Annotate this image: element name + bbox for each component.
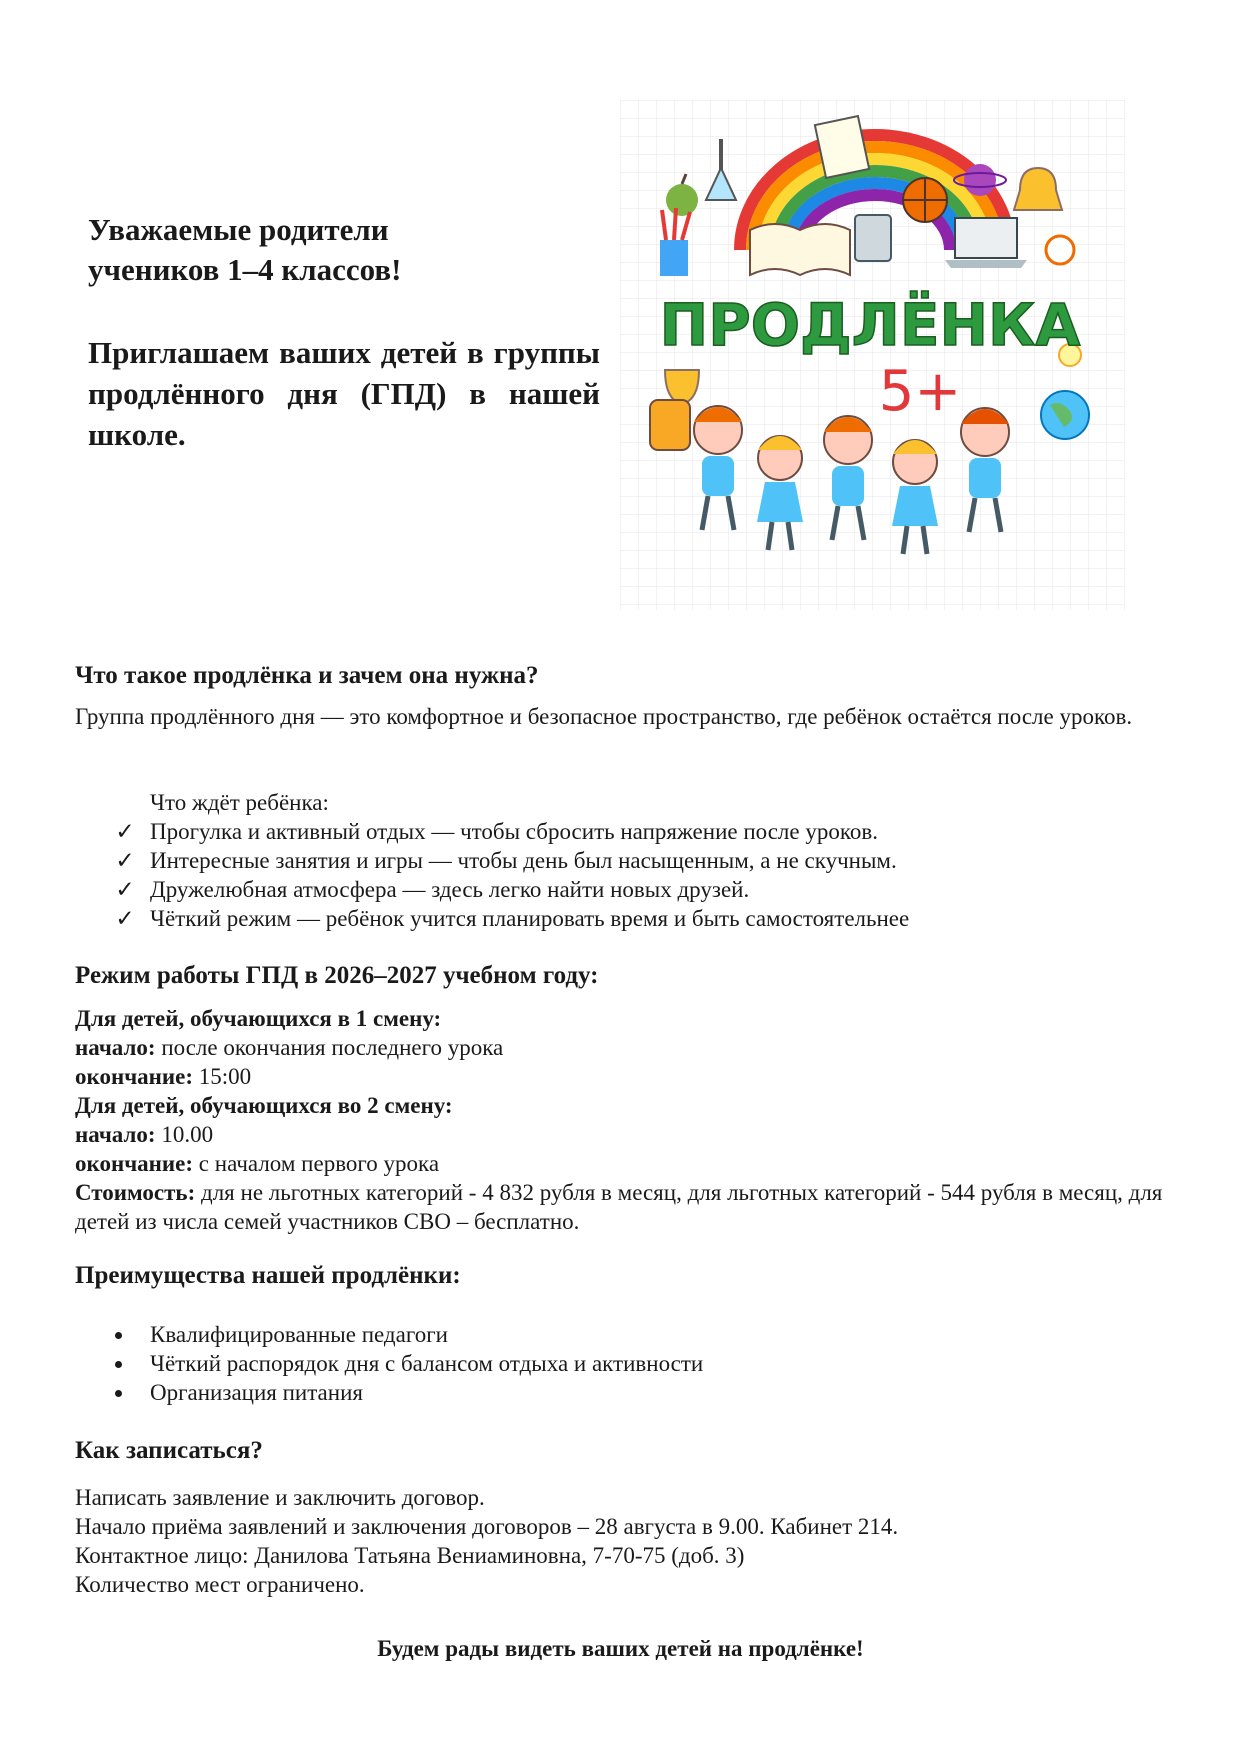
backpack-icon: [650, 400, 690, 450]
list-item: Чёткий распорядок дня с балансом отдыха и активности: [0, 1349, 1100, 1378]
enroll-line: Начало приёма заявлений и заключения договоров – 28 августа в 9.00. Кабинет 214.: [75, 1514, 899, 1539]
what-is-title: Что такое продлёнка и зачем она нужна?: [75, 662, 539, 689]
illustration-svg: [620, 100, 1125, 610]
list-item: ✓ Дружелюбная атмосфера — здесь легко найти новых друзей.: [115, 877, 750, 902]
prodlenka-illustration: [620, 100, 1125, 610]
clock-icon: [1046, 236, 1074, 264]
shift1-start-label: начало:: [75, 1035, 156, 1060]
checkmark-icon: ✓: [115, 906, 135, 931]
closing-message: Будем рады видеть ваших детей на продлёнке!: [377, 1636, 864, 1661]
laptop-icon: [945, 218, 1027, 268]
basketball-icon: [903, 178, 947, 222]
enroll-text: [75, 1483, 1165, 1599]
list-item: ✓ Интересные занятия и игры — чтобы день был насыщенным, а не скучным.: [115, 848, 897, 873]
enroll-line: Количество мест ограничено.: [75, 1572, 365, 1597]
enroll-line: Написать заявление и заключить договор.: [75, 1485, 485, 1510]
shift1-end-label: окончание:: [75, 1064, 194, 1089]
greeting-heading: [88, 210, 600, 290]
shift2-start-label: начало:: [75, 1122, 156, 1147]
checkmark-icon: ✓: [115, 848, 135, 873]
expectations-list: [0, 817, 1100, 933]
schedule-title: Режим работы ГПД в 2026–2027 учебном году:: [75, 962, 599, 989]
book-icon: [750, 224, 850, 275]
advantages-title: Преимущества нашей продлёнки:: [75, 1262, 461, 1289]
checkmark-icon: ✓: [115, 819, 135, 844]
shift1-end-value: 15:00: [198, 1064, 252, 1089]
bullet-icon: [115, 1390, 122, 1397]
checkmark-icon: ✓: [115, 877, 135, 902]
what-is-text: Группа продлённого дня — это комфортное и безопасное пространство, где ребёнок остаётся после уроков.: [75, 704, 1133, 729]
list-item: Квалифицированные педагоги: [0, 1320, 1100, 1349]
shift2-start-value: 10.00: [161, 1122, 214, 1147]
expectations-intro: Что ждёт ребёнка:: [150, 790, 329, 815]
prodlenka-title: ПРОДЛЁНКА: [659, 291, 1081, 359]
globe-icon: [1041, 391, 1089, 439]
cost-label: Стоимость:: [75, 1180, 196, 1205]
greeting-line-2: учеников 1–4 классов!: [88, 252, 402, 287]
contact-line: Контактное лицо: Данилова Татьяна Вениаминовна, 7-70-75 (доб. 3): [75, 1543, 745, 1568]
bullet-icon: [115, 1332, 122, 1339]
shift1-start-value: после окончания последнего урока: [161, 1035, 504, 1060]
invitation-text: Приглашаем ваших детей в группы продлённого дня (ГПД) в нашей школе.: [88, 335, 600, 452]
shift2-end-value: с началом первого урока: [198, 1151, 440, 1176]
shift2-end-label: окончание:: [75, 1151, 194, 1176]
bullet-icon: [115, 1361, 122, 1368]
list-item: ✓ Прогулка и активный отдых — чтобы сбросить напряжение после уроков.: [115, 819, 878, 844]
enroll-title: Как записаться?: [75, 1437, 263, 1464]
age-badge: 5+: [878, 359, 962, 424]
schedule-block: [75, 1004, 1165, 1236]
shift1-label: Для детей, обучающихся в 1 смену:: [75, 1006, 442, 1031]
shift2-label: Для детей, обучающихся во 2 смену:: [75, 1093, 453, 1118]
greeting-line-1: Уважаемые родители: [88, 212, 389, 247]
advantages-list: [0, 1320, 1100, 1407]
list-item: Организация питания: [0, 1378, 1100, 1407]
cost-value: для не льготных категорий - 4 832 рубля в месяц, для льготных категорий - 544 рубля в месяц, для детей из числа семей участников СВО – бесплатно.: [75, 1180, 1163, 1234]
calculator-icon: [855, 215, 891, 261]
list-item: ✓ Чёткий режим — ребёнок учится планировать время и быть самостоятельнее: [115, 906, 910, 931]
